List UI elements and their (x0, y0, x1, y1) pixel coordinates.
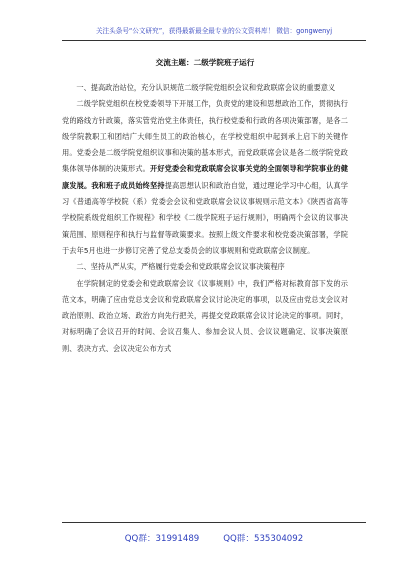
paragraph-1-tail: 提高思想认识和政治自觉，通过理论学习中心组，认真学习《普通高等学校院（系）党委会会议和党政联席会议议事规则示范文本》《陕西省高等学校院系级党组织工作规程》和学校《二级学院班子运行规则》，明确两个会议的议事决策范围、原则程序和执行与监督等政策要求。按照上级文件要求和校党委决策部署，学院于去年5月也进一步修订完善了党总支委员会的议事规则和党政联席会议制度。 (62, 180, 348, 255)
paragraph-1-text: 二级学院党组织在校党委领导下开展工作，负责党的建设和思想政治工作，贯彻执行党的路线方针政策，落实管党治党主体责任，执行校党委和行政的各项决策部署，是各二级学院教职工和团结广大师生员工的政治核心，在学校党组织中起到承上启下的关键作用。党委会是二级学院党组织议事和决策的基本形式，而党政联席会议是各二级学院党政集体领导体制的决策形式。 (62, 99, 348, 174)
paragraph-2: 在学院制定的党委会和党政联席会议《议事规则》中，我们严格对标教育部下发的示范文本，明确了应由党总支会议和党政联席会议讨论决定的事项，以及应由党总支会议对政治原则、政治立场、政治方向先行把关，再提交党政联席会议讨论决定的事项。同时，对标明确了会议召开的时间、会议召集人、参加会议人员、会议议题确定、议事决策原则、表决方式、会议决定公布方式 (62, 278, 348, 353)
section-heading-2: 二、坚持从严从实，严格履行党委会和党政联席会议议事决策程序 (76, 262, 285, 272)
paragraph-1-emphasis: 开好党委会和党政联席会议事关党的全面领导和学院事业的健康发展。我和班子成员始终坚持 (62, 164, 348, 190)
document-body (62, 80, 348, 357)
paragraph-1 (62, 96, 348, 259)
footer-qq-group-1[interactable]: QQ群：31991489 (124, 534, 200, 544)
footer-qq-group-2[interactable]: QQ群：535304092 (223, 534, 304, 544)
section-heading-1: 一、提高政治站位，充分认识规范二级学院党组织会议和党政联席会议的重要意义 (76, 83, 336, 92)
footer (62, 532, 366, 544)
header-banner[interactable]: 关注头条号“公文研究”，获得最新最全最专业的公文资料库！ 微信：gongwenyj (95, 27, 333, 35)
footer-divider (62, 522, 366, 523)
document-title: 交流主题：二级学院班子运行 (155, 58, 255, 67)
header-divider (62, 40, 366, 41)
